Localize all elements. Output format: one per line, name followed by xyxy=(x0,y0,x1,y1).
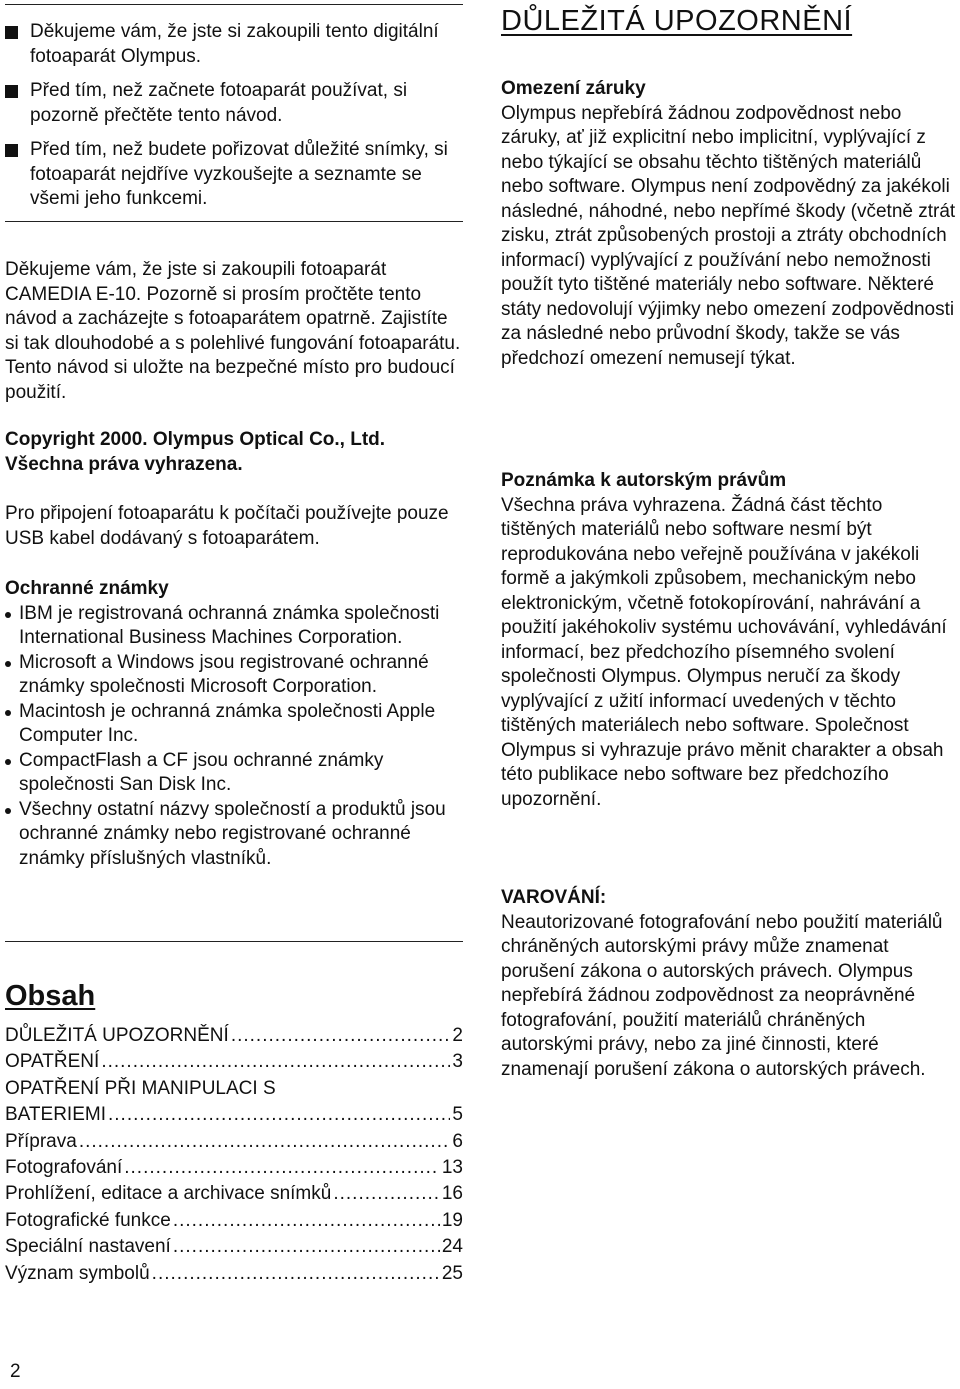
warranty-text: Olympus nepřebírá žádnou zodpovědnost nebo záruky, ať již explicitní nebo implicitní, vyplývající z nebo týkající se obsahu těchto tištěných materiálů nebo software. Olympus není zodpovědný za jakékoli následné, náhodné, nebo nepřímé škody (včetně ztrát zisku, ztrát způsobených prostoji a ztráty obchodních informací) vyplývající z používání nebo nemožnosti použít tyto tištěné materiály nebo software. Některé státy nedovolují výjimky nebo omezení zodpovědnosti za následné nebo průvodní škody, takže se vás předchozí omezení nemusejí týkat. xyxy=(501,102,956,369)
table-of-contents xyxy=(5,1023,463,1287)
intro-item: Děkujeme vám, že jste si zakoupili tento digitální fotoaparát Olympus. xyxy=(5,20,463,69)
trademark-item: IBM je registrovaná ochranná známka společnosti International Business Machines Corporation. xyxy=(5,602,463,651)
square-bullet-icon xyxy=(5,85,18,98)
dot-leader xyxy=(231,1023,451,1049)
dot-leader xyxy=(108,1102,450,1128)
toc-entry[interactable]: BATERIEMI ..... 5 xyxy=(5,1102,463,1128)
square-bullet-icon xyxy=(5,26,18,39)
dot-leader xyxy=(333,1181,440,1207)
warranty-heading: Omezení záruky xyxy=(501,78,646,99)
thanks-paragraph: Děkujeme vám, že jste si zakoupili fotoaparát CAMEDIA E-10. Pozorně si prosím pročtěte tento návod a zacházejte s fotoaparátem opatrně. Zajistíte si tak dlouhodobé a s polehlivé fungování fotoaparátu. Tento návod si uložte na bezpečné místo pro budoucí použití. xyxy=(5,259,461,403)
copyright-heading: Poznámka k autorským právům xyxy=(501,470,787,491)
dot-leader xyxy=(173,1208,440,1234)
rights-line: Všechna práva vyhrazena. xyxy=(5,453,243,475)
dot-leader xyxy=(124,1155,440,1181)
dot-leader xyxy=(79,1129,451,1155)
copyright-text: Všechna práva vyhrazena. Žádná část těchto tištěných materiálů nebo software nesmí být reprodukována nebo veřejně používána v jakékoli formě a jakýmkoli způsobem, mechanickým nebo elektronickým, včetně fotokopírování, nahrávání a použití jakéhokoliv systému uchovávání, vyhledávání informací, bez předchozího písemného svolení společnosti Olympus. Olympus neručí za škody vyplývající z užití informací uvedených v těchto tištěných materiálech nebo software. Společnost Olympus si vyhrazuje právo měnit charakter a obsah této publikace nebo software bez předchozího upozornění. xyxy=(501,494,947,810)
dot-leader xyxy=(152,1261,440,1287)
bullet-icon xyxy=(5,612,11,618)
toc-divider xyxy=(5,941,463,942)
copyright-notice xyxy=(5,428,463,477)
usb-note: Pro připojení fotoaparátu k počítači používejte pouze USB kabel dodávaný s fotoaparátem. xyxy=(5,503,449,549)
intro-list xyxy=(5,20,463,212)
trademark-item: CompactFlash a CF jsou ochranné známky společnosti San Disk Inc. xyxy=(5,749,463,798)
toc-entry[interactable]: DŮLEŽITÁ UPOZORNĚNÍ ..... 2 xyxy=(5,1023,463,1049)
bullet-icon xyxy=(5,808,11,814)
toc-entry[interactable]: Prohlížení, editace a archivace snímků ..... 16 xyxy=(5,1181,463,1207)
toc-entry[interactable]: Speciální nastavení ..... 24 xyxy=(5,1234,463,1260)
warning-section xyxy=(501,886,957,1082)
toc-entry[interactable]: Význam symbolů ..... 25 xyxy=(5,1261,463,1287)
trademarks-section xyxy=(5,577,463,871)
top-divider xyxy=(5,4,463,5)
trademark-item: Macintosh je ochranná známka společnosti Apple Computer Inc. xyxy=(5,700,463,749)
intro-item: Před tím, než budete pořizovat důležité snímky, si fotoaparát nejdříve vyzkoušejte a seznamte se všemi jeho funkcemi. xyxy=(5,138,463,212)
trademark-item: Všechny ostatní názvy společností a produktů jsou ochranné známky nebo registrované ochranné známky příslušných vlastníků. xyxy=(5,798,463,872)
bullet-icon xyxy=(5,661,11,667)
section-divider xyxy=(5,221,463,222)
trademarks-heading: Ochranné známky xyxy=(5,578,169,599)
copyright-line: Copyright 2000. Olympus Optical Co., Ltd. xyxy=(5,429,386,450)
toc-entry[interactable]: Fotografické funkce ..... 19 xyxy=(5,1208,463,1234)
copyright-section xyxy=(501,469,957,812)
toc-title: Obsah xyxy=(5,980,96,1012)
page-number: 2 xyxy=(10,1361,21,1382)
square-bullet-icon xyxy=(5,144,18,157)
toc-entry[interactable]: OPATŘENÍ ..... 3 xyxy=(5,1049,463,1075)
toc-entry[interactable]: Příprava ..... 6 xyxy=(5,1129,463,1155)
warning-text: Neautorizované fotografování nebo použití materiálů chráněných autorskými právy může znamenat porušení zákona o autorských právech. Olympus nepřebírá žádnou zodpovědnost za neoprávněné fotografování, použití materiálů chráněných autorskými právy, nebo za jiné činnosti, které znamenají porušení zákona o autorských právech. xyxy=(501,911,943,1080)
trademark-item: Microsoft a Windows jsou registrované ochranné známky společnosti Microsoft Corporation. xyxy=(5,651,463,700)
warning-heading: VAROVÁNÍ: xyxy=(501,887,607,908)
dot-leader xyxy=(173,1234,440,1260)
warranty-section xyxy=(501,77,957,371)
dot-leader xyxy=(101,1049,450,1075)
bullet-icon xyxy=(5,710,11,716)
toc-entry[interactable]: OPATŘENÍ PŘI MANIPULACI S xyxy=(5,1077,276,1099)
bullet-icon xyxy=(5,759,11,765)
toc-entry[interactable]: Fotografování ..... 13 xyxy=(5,1155,463,1181)
intro-item: Před tím, než začnete fotoaparát používat, si pozorně přečtěte tento návod. xyxy=(5,79,463,128)
important-notices-title: DŮLEŽITÁ UPOZORNĚNÍ xyxy=(501,5,853,37)
